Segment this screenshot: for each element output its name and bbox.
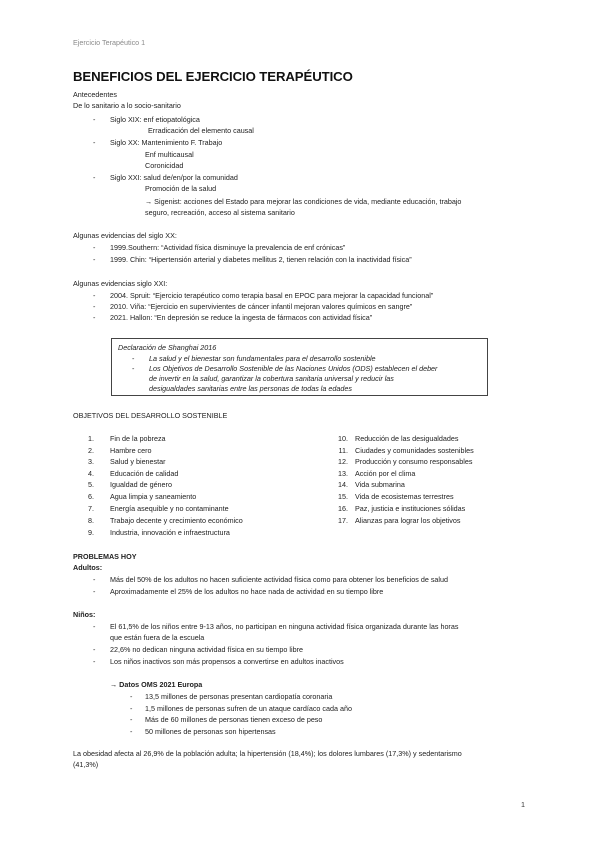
list-subitem: Erradicación del elemento causal (148, 126, 254, 135)
shanghai-box (111, 338, 488, 396)
running-header: Ejercicio Terapéutico 1 (73, 38, 146, 47)
list-subitem: Enf multicausal (145, 150, 194, 159)
list-subitem: Coronicidad (145, 161, 184, 170)
ods-item: Paz, justicia e instituciones sólidas (355, 504, 466, 513)
ods-number: 15. (338, 492, 348, 501)
ods-item: Vida de ecosistemas terrestres (355, 492, 454, 501)
ods-item: Reducción de las desigualdades (355, 434, 459, 443)
list-item: 13,5 millones de personas presentan cardiopatía coronaria (145, 692, 333, 701)
ods-item: Trabajo decente y crecimiento económico (110, 516, 243, 525)
shanghai-title: Declaración de Shanghai 2016 (118, 343, 217, 352)
ods-number: 17. (338, 516, 348, 525)
ods-number: 10. (338, 434, 348, 443)
ods-item: Alianzas para lograr los objetivos (355, 516, 461, 525)
ods-number: 14. (338, 480, 348, 489)
list-item: 50 millones de personas son hipertensas (145, 727, 276, 736)
ods-item: Hambre cero (110, 446, 152, 455)
list-item: El 61,5% de los niños entre 9-13 años, no participan en ninguna actividad física organizada durante las horas (110, 622, 459, 631)
list-dash: - (132, 354, 135, 363)
ods-number: 5. (88, 480, 94, 489)
ods-number: 1. (88, 434, 94, 443)
problemas-heading: PROBLEMAS HOY (73, 552, 137, 561)
oms-heading: → Datos OMS 2021 Europa (110, 680, 203, 689)
page-number: 1 (521, 800, 525, 809)
ods-item: Ciudades y comunidades sostenibles (355, 446, 474, 455)
shanghai-item: La salud y el bienestar son fundamentales para el desarrollo sostenible (149, 354, 376, 363)
list-item: 2021. Hallon: “En depresión se reduce la ingesta de fármacos con actividad física” (110, 313, 373, 322)
ods-item: Igualdad de género (110, 480, 172, 489)
list-item: Los niños inactivos son más propensos a convertirse en adultos inactivos (110, 657, 344, 666)
list-dash: - (130, 692, 133, 701)
list-dash: - (93, 575, 96, 584)
obesidad-paragraph-cont: (41,3%) (73, 760, 99, 769)
ods-number: 16. (338, 504, 348, 513)
ods-number: 4. (88, 469, 94, 478)
ods-item: Acción por el clima (355, 469, 416, 478)
ods-item: Vida submarina (355, 480, 405, 489)
ods-number: 13. (338, 469, 348, 478)
evidencias-xx-heading: Algunas evidencias del siglo XX: (73, 231, 177, 240)
ods-number: 6. (88, 492, 94, 501)
list-item: 1999.Southern: “Actividad física disminuye la prevalencia de enf crónicas” (110, 243, 346, 252)
list-dash: - (93, 138, 96, 147)
evidencias-xxi-heading: Algunas evidencias siglo XXI: (73, 279, 168, 288)
ods-item: Energía asequible y no contaminante (110, 504, 229, 513)
list-dash: - (93, 243, 96, 252)
list-dash: - (93, 587, 96, 596)
page-title: BENEFICIOS DEL EJERCICIO TERAPÉUTICO (73, 69, 353, 84)
ods-number: 11. (338, 446, 348, 455)
ods-number: 2. (88, 446, 94, 455)
list-dash: - (93, 657, 96, 666)
list-item-cont: que están fuera de la escuela (110, 633, 205, 642)
shanghai-item-cont: desigualdades sanitarias entre las personas de todas la edades (149, 384, 352, 393)
obesidad-paragraph: La obesidad afecta al 26,9% de la población adulta; la hipertensión (18,4%); los dolores lumbares (17,3%) y sedentarismo (73, 749, 462, 758)
antecedentes-heading: Antecedentes (73, 90, 117, 99)
adultos-label: Adultos: (73, 563, 103, 572)
shanghai-item: Los Objetivos de Desarrollo Sostenible de las Naciones Unidos (ODS) establecen el deber (149, 364, 438, 373)
ods-number: 7. (88, 504, 94, 513)
list-item: Siglo XXI: salud de/en/por la comunidad (110, 173, 238, 182)
ods-number: 9. (88, 528, 94, 537)
list-dash: - (130, 715, 133, 724)
list-dash: - (132, 364, 135, 373)
list-dash: - (93, 291, 96, 300)
list-item: Siglo XIX: enf etiopatológica (110, 115, 200, 124)
sigenist-note: → Sigenist: acciones del Estado para mejorar las condiciones de vida, mediante educación, trabajo (145, 197, 462, 206)
list-item: 1999. Chin: “Hipertensión arterial y diabetes mellitus 2, tienen relación con la inactividad física” (110, 255, 412, 264)
list-dash: - (93, 313, 96, 322)
list-subitem: Promoción de la salud (145, 184, 217, 193)
shanghai-item-cont: de invertir en la salud, garantizar la cobertura sanitaria universal y reducir las (149, 374, 394, 383)
list-item: Más de 60 millones de personas tienen exceso de peso (145, 715, 323, 724)
ods-number: 8. (88, 516, 94, 525)
list-dash: - (93, 302, 96, 311)
list-dash: - (130, 704, 133, 713)
list-item: Siglo XX: Mantenimiento F. Trabajo (110, 138, 223, 147)
list-item: Más del 50% de los adultos no hacen suficiente actividad física como para obtener los beneficios de salud (110, 575, 449, 584)
ods-item: Agua limpia y saneamiento (110, 492, 197, 501)
list-dash: - (93, 173, 96, 182)
list-dash: - (93, 255, 96, 264)
ods-number: 3. (88, 457, 94, 466)
list-dash: - (93, 645, 96, 654)
list-dash: - (93, 622, 96, 631)
ods-item: Producción y consumo responsables (355, 457, 473, 466)
list-dash: - (93, 115, 96, 124)
ninos-label: Niños: (73, 610, 96, 619)
ods-item: Fin de la pobreza (110, 434, 166, 443)
ods-item: Industria, innovación e infraestructura (110, 528, 230, 537)
list-item: 1,5 millones de personas sufren de un ataque cardíaco cada año (145, 704, 352, 713)
antecedentes-subheading: De lo sanitario a lo socio-sanitario (73, 101, 181, 110)
sigenist-note-cont: seguro, recreación, acceso al sistema sanitario (145, 208, 295, 217)
ods-number: 12. (338, 457, 348, 466)
ods-heading: OBJETIVOS DEL DESARROLLO SOSTENIBLE (73, 411, 228, 420)
ods-item: Educación de calidad (110, 469, 179, 478)
ods-item: Salud y bienestar (110, 457, 166, 466)
list-item: Aproximadamente el 25% de los adultos no hace nada de actividad en su tiempo libre (110, 587, 384, 596)
list-item: 2010. Viña: “Ejercicio en supervivientes de cáncer infantil mejoran valores químicos en sangre” (110, 302, 413, 311)
list-item: 22,6% no dedican ninguna actividad física en su tiempo libre (110, 645, 303, 654)
list-dash: - (130, 727, 133, 736)
list-item: 2004. Spruit: “Ejercicio terapéutico como terapia basal en EPOC para mejorar la capacidad funcional” (110, 291, 434, 300)
